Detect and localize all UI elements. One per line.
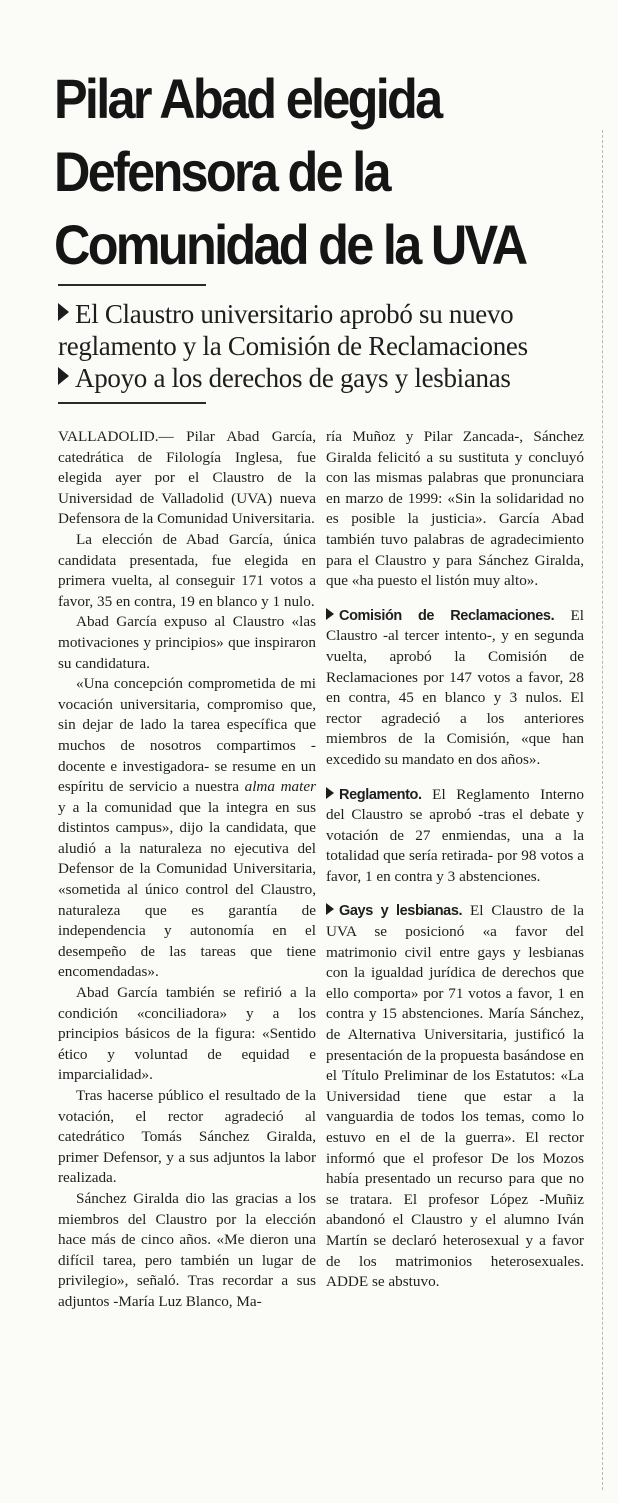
triangle-bullet-icon — [58, 303, 69, 321]
triangle-bullet-icon — [58, 367, 69, 385]
triangle-bullet-icon — [326, 787, 334, 799]
headline — [54, 62, 540, 281]
section-paragraph: Gays y lesbianas. El Claustro de la UVA se posicionó «a favor del matrimonio civil entre gays y lesbianas con la igualdad jurídica de derechos que ello comporta» por 71 votos a favor, 1 en contra y 15 abstenciones. María Sánchez, de Alternativa Universitaria, justificó la presentación de la propuesta basándose en el Título Preliminar de los Estatutos: «La Universidad tiene que estar a la vanguardia de todos los temas, como lo estuvo en el de la guerra». El rector informó que el profesor De los Mozos había presentado un recurso para que no se tratara. El profesor López -Muñiz abandonó el Claustro y el alumno Iván Martín se declaró heterosexual y a favor de los matrimonios heterosexuales. ADDE se abstuvo. — [326, 902, 584, 1291]
deck-line: Apoyo a los derechos de gays y lesbianas — [58, 362, 598, 394]
italic-term: alma mater — [244, 778, 317, 796]
triangle-bullet-icon — [326, 608, 334, 620]
headline-line: Comunidad de la UVA — [54, 213, 526, 276]
headline-line: Pilar Abad elegida — [54, 67, 441, 130]
triangle-bullet-icon — [326, 903, 334, 915]
body-column-right — [326, 427, 584, 1293]
headline-line: Defensora de la — [54, 140, 389, 203]
body-paragraph: VALLADOLID.— Pilar Abad García, catedrática de Filología Inglesa, fue elegida ayer por el Claustro de la Universidad de Valladolid (UVA) nueva Defensora de la Comunidad Universitaria. — [58, 428, 316, 528]
body-column-left — [58, 427, 316, 1313]
column-divider — [602, 130, 604, 1490]
top-rule — [58, 284, 206, 286]
body-paragraph: Sánchez Giralda dio las gracias a los miembros del Claustro por la elección hace más de cinco años. «Me dieron una difícil tarea, pero también un lugar de privilegio», señaló. Tras recordar a sus adjuntos -María Luz Blanco, Ma- — [58, 1189, 316, 1310]
body-paragraph: Abad García también se refirió a la condición «conciliadora» y a los principios básicos de la figura: «Sentido ético y voluntad de equidad e imparcialidad». — [58, 984, 316, 1084]
body-paragraph: La elección de Abad García, única candidata presentada, fue elegida en primera vuelta, al conseguir 171 votos a favor, 35 en contra, 19 en blanco y 1 nulo. — [58, 530, 316, 610]
body-paragraph: ría Muñoz y Pilar Zancada-, Sánchez Giralda felicitó a su sustituta y concluyó con las mismas palabras que pronunciara en marzo de 1999: «Sin la solidaridad no es posible la justicia». García Abad también tuvo palabras de agradecimiento para el Claustro y para Sánchez Giralda, que «ha puesto el listón muy alto». — [326, 428, 584, 590]
deck-line: El Claustro universitario aprobó su nuevo — [58, 298, 598, 330]
section-paragraph: Comisión de Reclamaciones. El Claustro -al tercer intento-, y en segunda vuelta, aprobó la Comisión de Reclamaciones por 147 votos a favor, 28 en contra, 45 en blanco y 3 nulos. El rector agradeció a los anteriores miembros de la Comisión, «que han excedido su mandato en dos años». — [326, 606, 584, 768]
section-title: Reglamento. — [339, 786, 422, 803]
section-title: Comisión de Reclamaciones. — [339, 607, 555, 624]
subheadlines — [58, 298, 598, 394]
section-title: Gays y lesbianas. — [339, 903, 463, 920]
section-paragraph: Reglamento. El Reglamento Interno del Claustro se aprobó -tras el debate y votación de 27 enmiendas, una a la totalidad que sería retirada- por 98 votos a favor, 1 en contra y 3 abstenciones. — [326, 785, 584, 885]
body-paragraph: Abad García expuso al Claustro «las motivaciones y principios» que inspiraron su candidatura. — [58, 613, 316, 672]
body-paragraph: «Una concepción comprometida de mi vocación universitaria, compromiso que, sin dejar de lado la tarea específica que muchos de nosotros compartimos -docente e investigadora- se resume en un espíritu de servicio a nuestra alma mater y a la comunidad que la integra en sus distintos campus», dijo la candidata, que aludió a la naturaleza no ejecutiva del Defensor de la Comunidad Universitaria, «sometida al único control del Claustro, naturaleza que es garantía de independencia y autonomía en el desempeño de las tareas que tiene encomendadas». — [58, 675, 317, 981]
deck-line: reglamento y la Comisión de Reclamaciones — [58, 331, 528, 361]
bottom-rule — [58, 402, 206, 404]
body-paragraph: Tras hacerse público el resultado de la votación, el rector agradeció al catedrático Tomás Sánchez Giralda, primer Defensor, y a sus adjuntos la labor realizada. — [58, 1087, 316, 1187]
